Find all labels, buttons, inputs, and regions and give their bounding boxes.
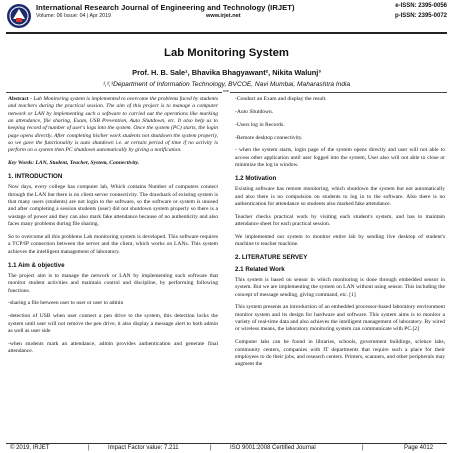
- journal-site-link[interactable]: www.irjet.net: [206, 13, 241, 19]
- keywords: [8, 160, 218, 167]
- footer-impact-factor: Impact Factor value: 7.211: [108, 445, 179, 451]
- paper-affiliation: ¹,²,³Department of Information Technology, BVCOE, Navi Mumbai, Maharashtra India: [102, 81, 351, 88]
- journal-title: International Research Journal of Engineering and Technology (IRJET): [36, 3, 295, 12]
- footer-copyright: © 2019, IRJET: [10, 445, 50, 451]
- journal-header: [6, 3, 447, 33]
- section-heading-introduction: 1. INTRODUCTION: [8, 173, 63, 181]
- paragraph: -detection of USB when user connect a pen drive to the system, this detection locks the system until user will not remove the pen drive, it also display a message alert to both admin as well as user side: [8, 313, 218, 334]
- paragraph: Computer labs can be found in libraries, schools, government buildings, science labs, community centers, companies with IT departments that require such a place for their employees to do their jobs, and research centers. Printers, scanners, and other peripherals may augment the: [235, 339, 445, 368]
- paragraph: The project aim is to manage the network or LAN by implementing such software that monitor student activities and maintain control and discipline, by performing following functions.: [8, 272, 218, 294]
- paragraph: Existing software has remote monitoring, which shutdown the system but not automatically and also there is no compulsion on students to log in to the software. Also there is no authentication for attendance so students also marked fake attendance.: [235, 186, 445, 207]
- footer-separator: |: [88, 445, 90, 451]
- abstract-label: Abstract -: [8, 96, 34, 102]
- issn-p: p-ISSN: 2395-0072: [394, 13, 447, 19]
- abstract-text: Lab Monitoring system is implemented to overcome the problems faced by students and teachers during the practical session. The aim of this project is to manage a computer network or LAN by implementing such a software to carried out the operations like marking an attendance, file sharing, Exam, USB Prevention, Auto Shutdown, etc. It also help us to keeping record of number of user's logs into the system. Once the system (PC) starts, the login page opens directly. After completing his/her work students not shutdown the system properly, so we gave the functionality is auto shutdown i.e. at certain period of time if no activity is perform on a system then PC shutdown automatically by giving a notification.: [8, 96, 218, 154]
- right-column: [235, 96, 445, 374]
- footer-separator: |: [210, 445, 212, 451]
- paragraph: This system presents an introduction of an embedded processor-based laboratory environment monitor system and its design for hardware and software. This system aims is to monitor a variety of real-time data and also achieves the intelligent management of laboratory. By wired or wireless means, the laboratory monitoring system can communicate with PC.[2]: [235, 304, 445, 333]
- section-heading-motivation: 1.2 Motivation: [235, 174, 277, 182]
- journal-volume: Volume: 06 Issue: 04 | Apr 2019: [36, 13, 111, 19]
- list-item: -Users log in Records.: [235, 121, 285, 128]
- paragraph: -when students mark an attendance, admin provides authentication and generate final attendance.: [8, 340, 218, 355]
- footer-separator: |: [362, 445, 364, 451]
- paper-authors: Prof. H. B. Sale¹, Bhavika Bhagyawant², Nikita Walunj³: [132, 68, 321, 77]
- list-item: -Conduct an Exam and display the result.: [235, 96, 327, 102]
- section-heading-aim: 1.1 Aim & objective: [8, 261, 65, 269]
- paragraph: Teacher checks practical work by visiting each student's system, and has to maintain attendance sheet for each practical session.: [235, 213, 445, 228]
- abstract: [8, 96, 218, 155]
- keywords-text: LAN, Student, Teacher, System, Connectivity.: [35, 160, 140, 167]
- footer-divider: [6, 443, 447, 444]
- footer-page-number: Page 4012: [404, 445, 434, 451]
- list-item: -Remote desktop connectivity.: [235, 134, 303, 141]
- paragraph: This system is based on sensor in which monitoring is done through embedded sensor in system. But we are implementing the system on LAN without using sensor. This including the concept of message sending, giving command, etc. [1]: [235, 276, 445, 298]
- header-divider: [6, 32, 447, 34]
- paragraph: So to overcome all this problems Lab monitoring system is developed. This software requires a TCP/IP connection between the server and the client, which works on LANs. This system achieves the intelligent management of laboratory.: [8, 234, 218, 255]
- keywords-label: Key Words:: [8, 160, 36, 167]
- paper-title: Lab Monitoring System: [164, 47, 289, 59]
- list-item: -Auto Shutdown.: [235, 108, 274, 115]
- irjet-logo-icon: [6, 3, 32, 29]
- paragraph: - when the system starts, login page of the system opens directly and user will not able to access other application until user logged into the system, User also will not able to close or minimize the log in window.: [235, 147, 445, 169]
- paragraph: Now days, every college has computer lab, Which contains Number of computers connect through the LAN but there is no client server connectivity. The drawback of existing system is that many users (students) are not login to the software, so the software or system is unused and after completing a session students (user) did not shutdown system properly so there is a wastage of power and they can also mark fake attendance because of no authenticity and also faces many problems during file sharing.: [8, 184, 218, 228]
- paragraph: We implemented our system to monitor entire lab by sending live desktop of student's machine to teacher machine.: [235, 233, 445, 248]
- paragraph: -sharing a file between user to user or user to admin: [8, 300, 124, 307]
- title-divider-mark: ***: [223, 90, 229, 96]
- left-column: [8, 96, 218, 361]
- section-heading-related-work: 2.1 Related Work: [235, 265, 285, 273]
- section-heading-literature: 2. LITERATURE SERVEY: [235, 254, 308, 262]
- issn-e: e-ISSN: 2395-0056: [395, 3, 447, 9]
- footer-iso: ISO 9001:2008 Certified Journal: [230, 445, 316, 451]
